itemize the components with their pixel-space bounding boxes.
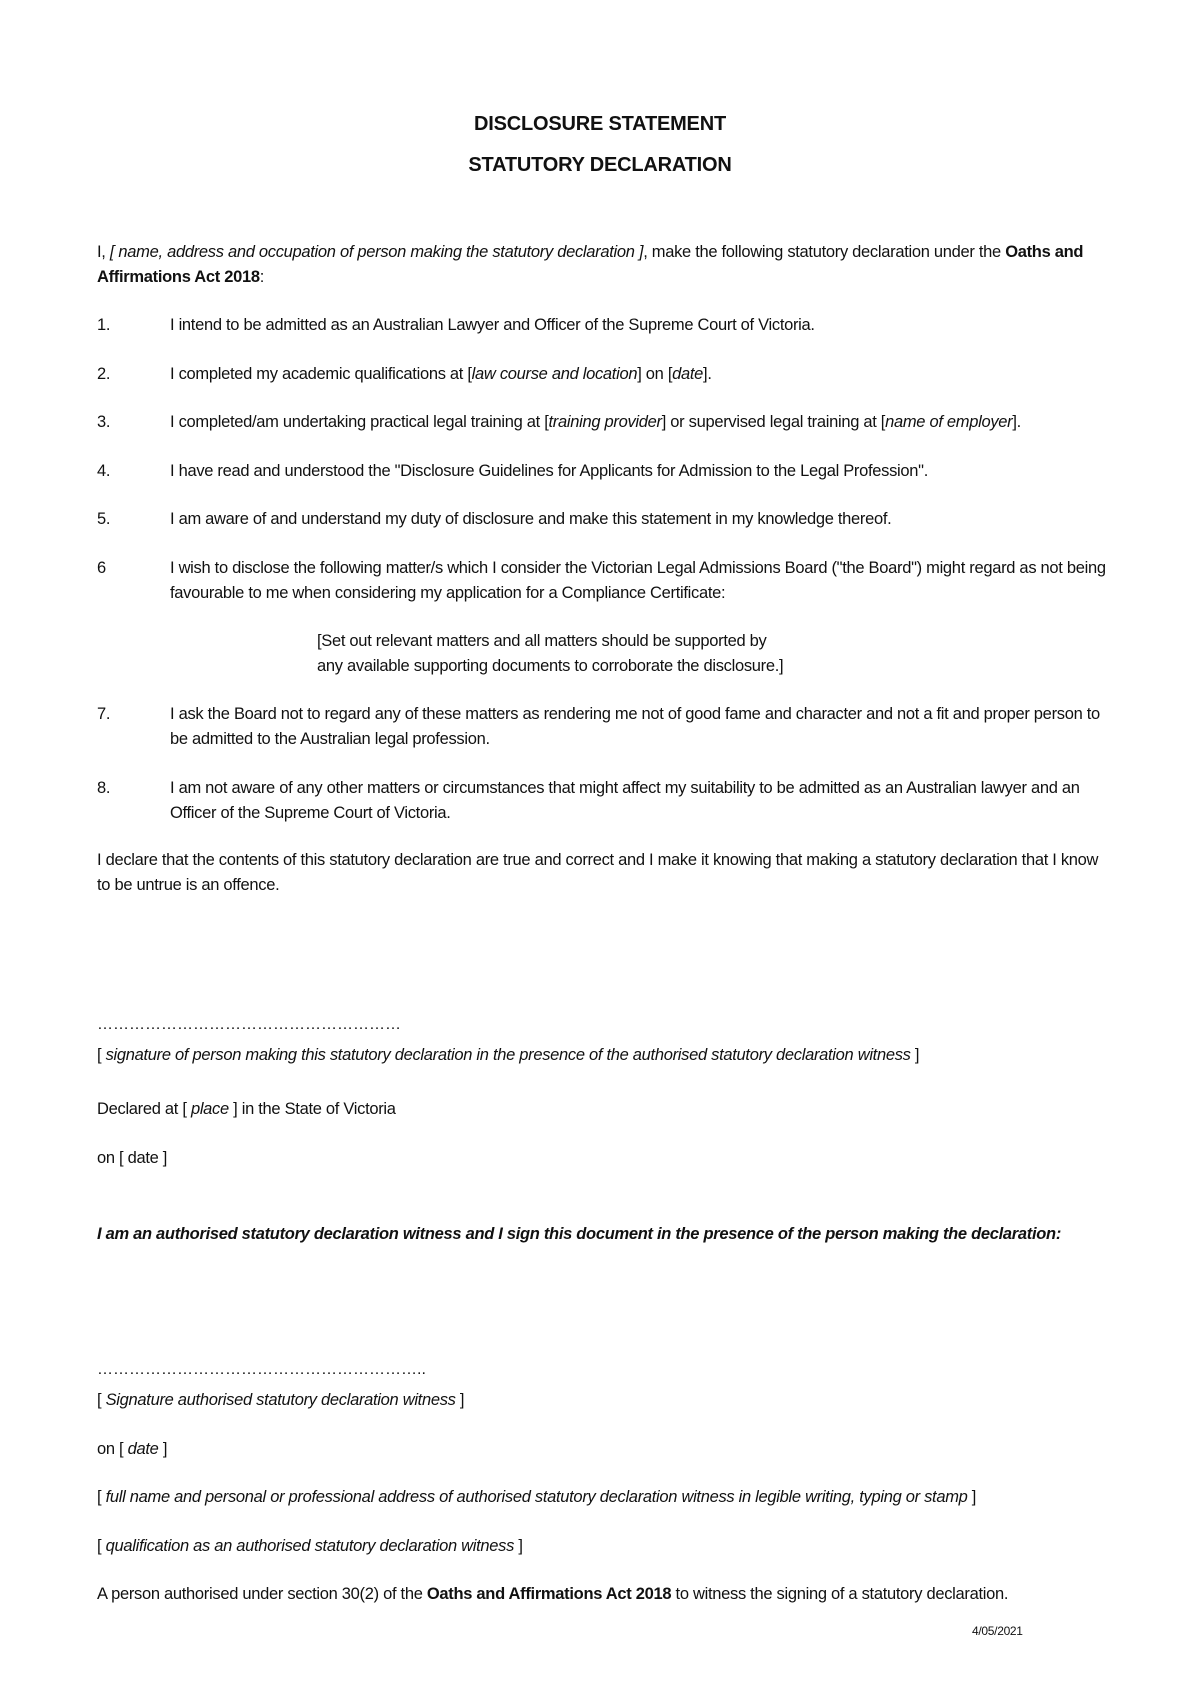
item-number: 7.	[97, 705, 111, 723]
declarant-signature-line: …………………………………………………	[97, 1016, 401, 1033]
declared-on-date: on [ date ]	[97, 1149, 168, 1167]
item-text: I intend to be admitted as an Australian Lawyer and Officer of the Supreme Court of Victoria.	[170, 316, 815, 334]
item-number: 3.	[97, 413, 111, 431]
footer-date: 4/05/2021	[972, 1624, 1023, 1638]
item-number: 1.	[97, 316, 111, 334]
declarant-signature-label: [ signature of person making this statutory declaration in the presence of the authorised statutory declaration witness ]	[97, 1046, 920, 1064]
witness-signature-line: ……………………………………………………..	[97, 1361, 426, 1378]
item-number: 2.	[97, 365, 111, 383]
matters-note-line: [Set out relevant matters and all matters should be supported by	[317, 632, 767, 650]
item-number: 4.	[97, 462, 111, 480]
item-text: I am aware of and understand my duty of disclosure and make this statement in my knowledge thereof.	[170, 510, 892, 528]
item-number: 5.	[97, 510, 111, 528]
item-text: I completed/am undertaking practical legal training at [training provider] or supervised legal training at [name of employer].	[170, 413, 1021, 431]
item-text: I wish to disclose the following matter/s which I consider the Victorian Legal Admissions Board ("the Board") might regard as not being favourable to me when considering my application for a Compliance Certificate:	[170, 559, 1106, 602]
item-number: 8.	[97, 779, 111, 797]
witness-fullname-line: [ full name and personal or professional address of authorised statutory declaration witness in legible writing, typing or stamp ]	[97, 1488, 977, 1506]
matters-note-line: any available supporting documents to corroborate the disclosure.]	[317, 657, 784, 675]
authorised-note: A person authorised under section 30(2) of the Oaths and Affirmations Act 2018 to witness the signing of a statutory declaration.	[97, 1585, 1009, 1603]
document-title: DISCLOSURE STATEMENT	[474, 113, 726, 135]
declaration-paragraph: I declare that the contents of this statutory declaration are true and correct and I make it knowing that making a statutory declaration that I know to be untrue is an offence.	[97, 851, 1099, 894]
witness-qualification-line: [ qualification as an authorised statutory declaration witness ]	[97, 1537, 523, 1555]
witness-date-line: on [ date ]	[97, 1440, 168, 1458]
item-text: I have read and understood the "Disclosure Guidelines for Applicants for Admission to the Legal Profession".	[170, 462, 929, 480]
item-text: I completed my academic qualifications at [law course and location] on [date].	[170, 365, 712, 383]
document-subtitle: STATUTORY DECLARATION	[468, 154, 732, 176]
declared-at-line: Declared at [ place ] in the State of Victoria	[97, 1100, 396, 1118]
item-number: 6	[97, 559, 106, 577]
item-text: I ask the Board not to regard any of these matters as rendering me not of good fame and character and not a fit and proper person to be admitted to the Australian legal profession.	[170, 705, 1100, 748]
witness-signature-label: [ Signature authorised statutory declaration witness ]	[97, 1391, 465, 1409]
intro-paragraph: I, [ name, address and occupation of person making the statutory declaration ], make the following statutory declaration under the Oaths and Affirmations Act 2018:	[97, 243, 1084, 286]
witness-statement: I am an authorised statutory declaration witness and I sign this document in the presence of the person making the declaration:	[97, 1225, 1062, 1243]
item-text: I am not aware of any other matters or circumstances that might affect my suitability to be admitted as an Australian lawyer and an Officer of the Supreme Court of Victoria.	[170, 779, 1080, 822]
